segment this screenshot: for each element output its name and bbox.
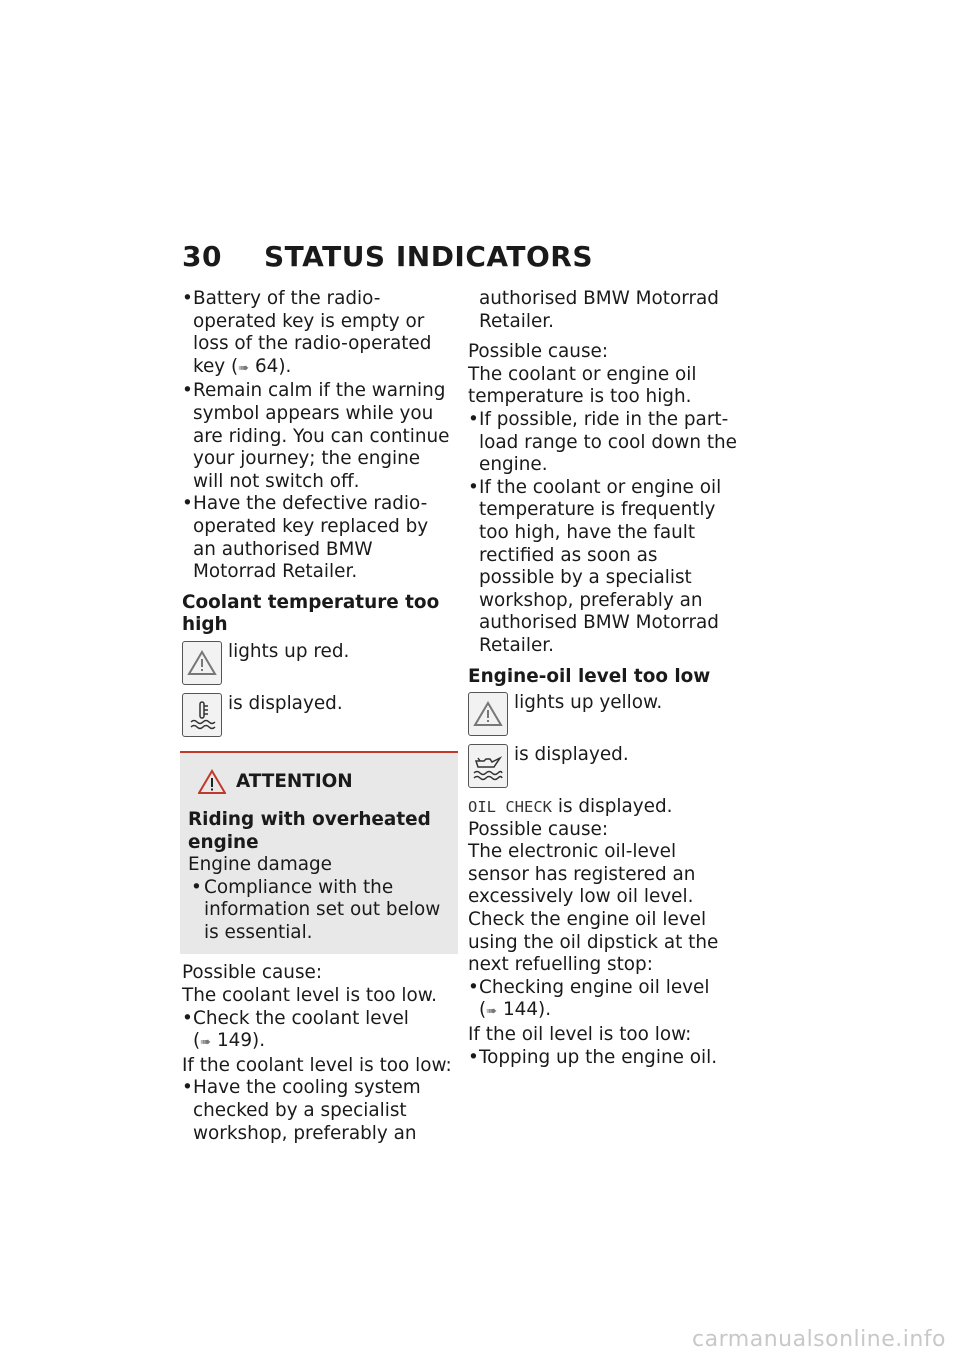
list-item: • Checking engine oil level (➠ 144).	[468, 977, 738, 1024]
bullet-text: Checking engine oil level	[479, 976, 710, 998]
indicator-row	[468, 692, 738, 736]
list-item: • If the coolant or engine oil temperature is frequently too high, have the fault rectified as soon as possible by a specialist workshop, preferably an authorised BMW Motorrad Retailer.	[468, 477, 738, 658]
cross-reference-page: 64).	[254, 355, 292, 377]
cross-reference-page: 149).	[216, 1030, 266, 1052]
indicator-text: is displayed.	[514, 744, 629, 766]
possible-cause-label: Possible cause:	[468, 818, 609, 840]
oil-check-suffix: is displayed.	[552, 796, 673, 818]
section-heading-coolant: Coolant temperature too high	[182, 591, 440, 636]
page-number: 30	[182, 240, 222, 273]
indicator-text: is displayed.	[228, 692, 343, 714]
indicator-row	[182, 693, 452, 737]
condition-text: If the coolant level is too low:	[182, 1054, 452, 1076]
oil-check-line	[468, 796, 738, 819]
list-item: • Have the cooling system checked by a specialist workshop, preferably an	[182, 1077, 452, 1145]
list-item: • Topping up the engine oil.	[468, 1047, 738, 1070]
indicator-row	[468, 744, 738, 788]
cross-reference-page: 144).	[502, 999, 552, 1021]
cause-text: The coolant level is too low.	[182, 985, 437, 1007]
continued-text: authorised BMW Motorrad Retailer.	[479, 288, 719, 332]
attention-label: ATTENTION	[236, 770, 353, 792]
left-column	[182, 288, 452, 1145]
attention-warning-icon	[198, 769, 226, 795]
attention-box	[180, 751, 458, 955]
possible-cause-label: Possible cause:	[468, 341, 609, 363]
bullet-text: Check the coolant level	[193, 1007, 409, 1029]
list-item: • Check the coolant level (➠ 149).	[182, 1008, 452, 1055]
indicator-text: lights up yellow.	[514, 692, 663, 714]
list-item: • If possible, ride in the part-load range to cool down the engine.	[468, 409, 738, 477]
attention-title: Riding with overheated engine	[188, 808, 431, 853]
right-column	[468, 288, 738, 1069]
possible-cause-label: Possible cause:	[182, 962, 323, 984]
warning-triangle-icon	[468, 692, 508, 736]
attention-bullet: • Compliance with the information set out below is essential.	[188, 877, 450, 945]
section-heading-oil: Engine-oil level too low	[468, 665, 711, 687]
indicator-row	[182, 641, 452, 685]
page-title: STATUS INDICATORS	[264, 240, 594, 273]
coolant-temperature-icon	[182, 693, 222, 737]
attention-header	[198, 769, 450, 795]
cause-text: The coolant or engine oil temperature is too high.	[468, 363, 697, 408]
bullet-text: Battery of the radio-operated key is empty or loss of the radio-operated key (	[193, 288, 432, 377]
cross-reference-arrow-icon: ➠	[200, 1035, 212, 1051]
oil-can-icon	[468, 744, 508, 788]
attention-consequence: Engine damage	[188, 854, 332, 876]
list-item	[182, 288, 452, 380]
indicator-text: lights up red.	[228, 640, 350, 662]
page-header	[182, 240, 593, 273]
cause-text: The electronic oil-level sensor has registered an excessively low oil level. Check the engine oil level using the oil dipstick at the next refuelling stop:	[468, 841, 719, 976]
cross-reference-arrow-icon: ➠	[486, 1004, 498, 1020]
cross-reference-arrow-icon: ➠	[238, 360, 250, 376]
list-item: • Have the defective radio-operated key replaced by an authorised BMW Motorrad Retailer.	[182, 493, 452, 583]
watermark: carmanualsonline.info	[692, 1327, 946, 1352]
condition-text: If the oil level is too low:	[468, 1024, 692, 1046]
warning-triangle-icon	[182, 641, 222, 685]
oil-check-code: OIL CHECK	[468, 798, 552, 817]
list-item: • Remain calm if the warning symbol appears while you are riding. You can continue your journey; the engine will not switch off.	[182, 380, 452, 493]
